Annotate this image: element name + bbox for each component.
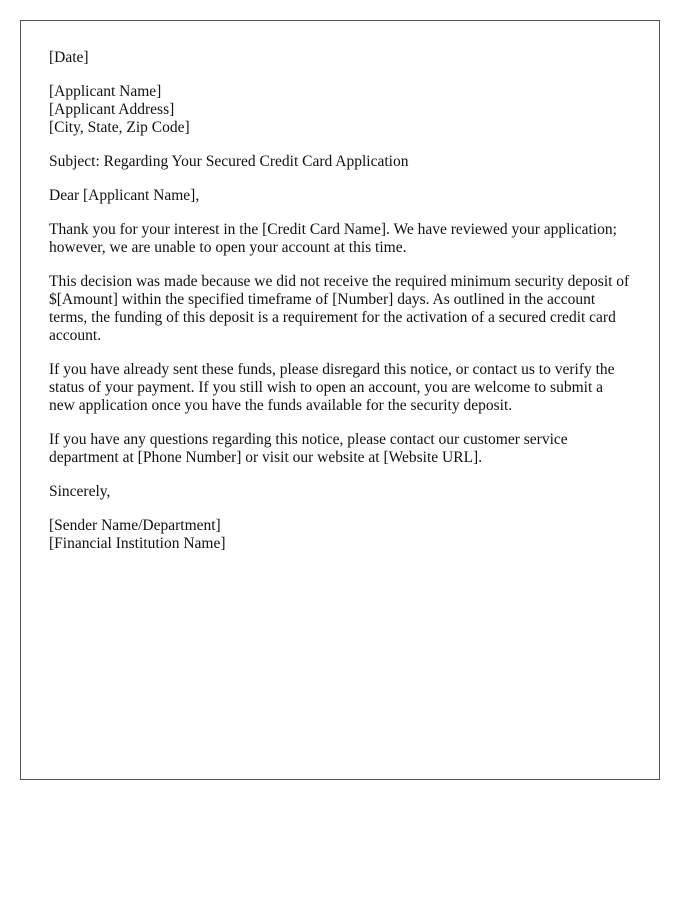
letter-closing: Sincerely, — [49, 483, 111, 500]
recipient-address-block — [49, 83, 631, 137]
sender-name: [Sender Name/Department] — [49, 517, 221, 534]
letter-subject: Subject: Regarding Your Secured Credit Card Application — [49, 153, 409, 170]
body-paragraph-4: If you have any questions regarding this notice, please contact our customer service department at [Phone Number] or visit our website at [Website URL]. — [49, 431, 568, 466]
letter-salutation: Dear [Applicant Name], — [49, 187, 200, 204]
recipient-name: [Applicant Name] — [49, 83, 162, 100]
institution-name: [Financial Institution Name] — [49, 535, 226, 552]
body-paragraph-1: Thank you for your interest in the [Credit Card Name]. We have reviewed your application; however, we are unable to open your account at this time. — [49, 221, 617, 256]
body-paragraph-2: This decision was made because we did not receive the required minimum security deposit of $[Amount] within the specified timeframe of [Number] days. As outlined in the account terms, the funding of this deposit is a requirement for the activation of a secured credit card account. — [49, 273, 630, 344]
date-text: [Date] — [49, 49, 89, 66]
recipient-city: [City, State, Zip Code] — [49, 119, 190, 136]
letter-page — [20, 20, 660, 780]
letter-date — [49, 49, 631, 67]
body-paragraph-3: If you have already sent these funds, please disregard this notice, or contact us to verify the status of your payment. If you still wish to open an account, you are welcome to submit a new application once you have the funds available for the security deposit. — [49, 361, 615, 414]
signature-block — [49, 517, 631, 553]
recipient-address: [Applicant Address] — [49, 101, 175, 118]
